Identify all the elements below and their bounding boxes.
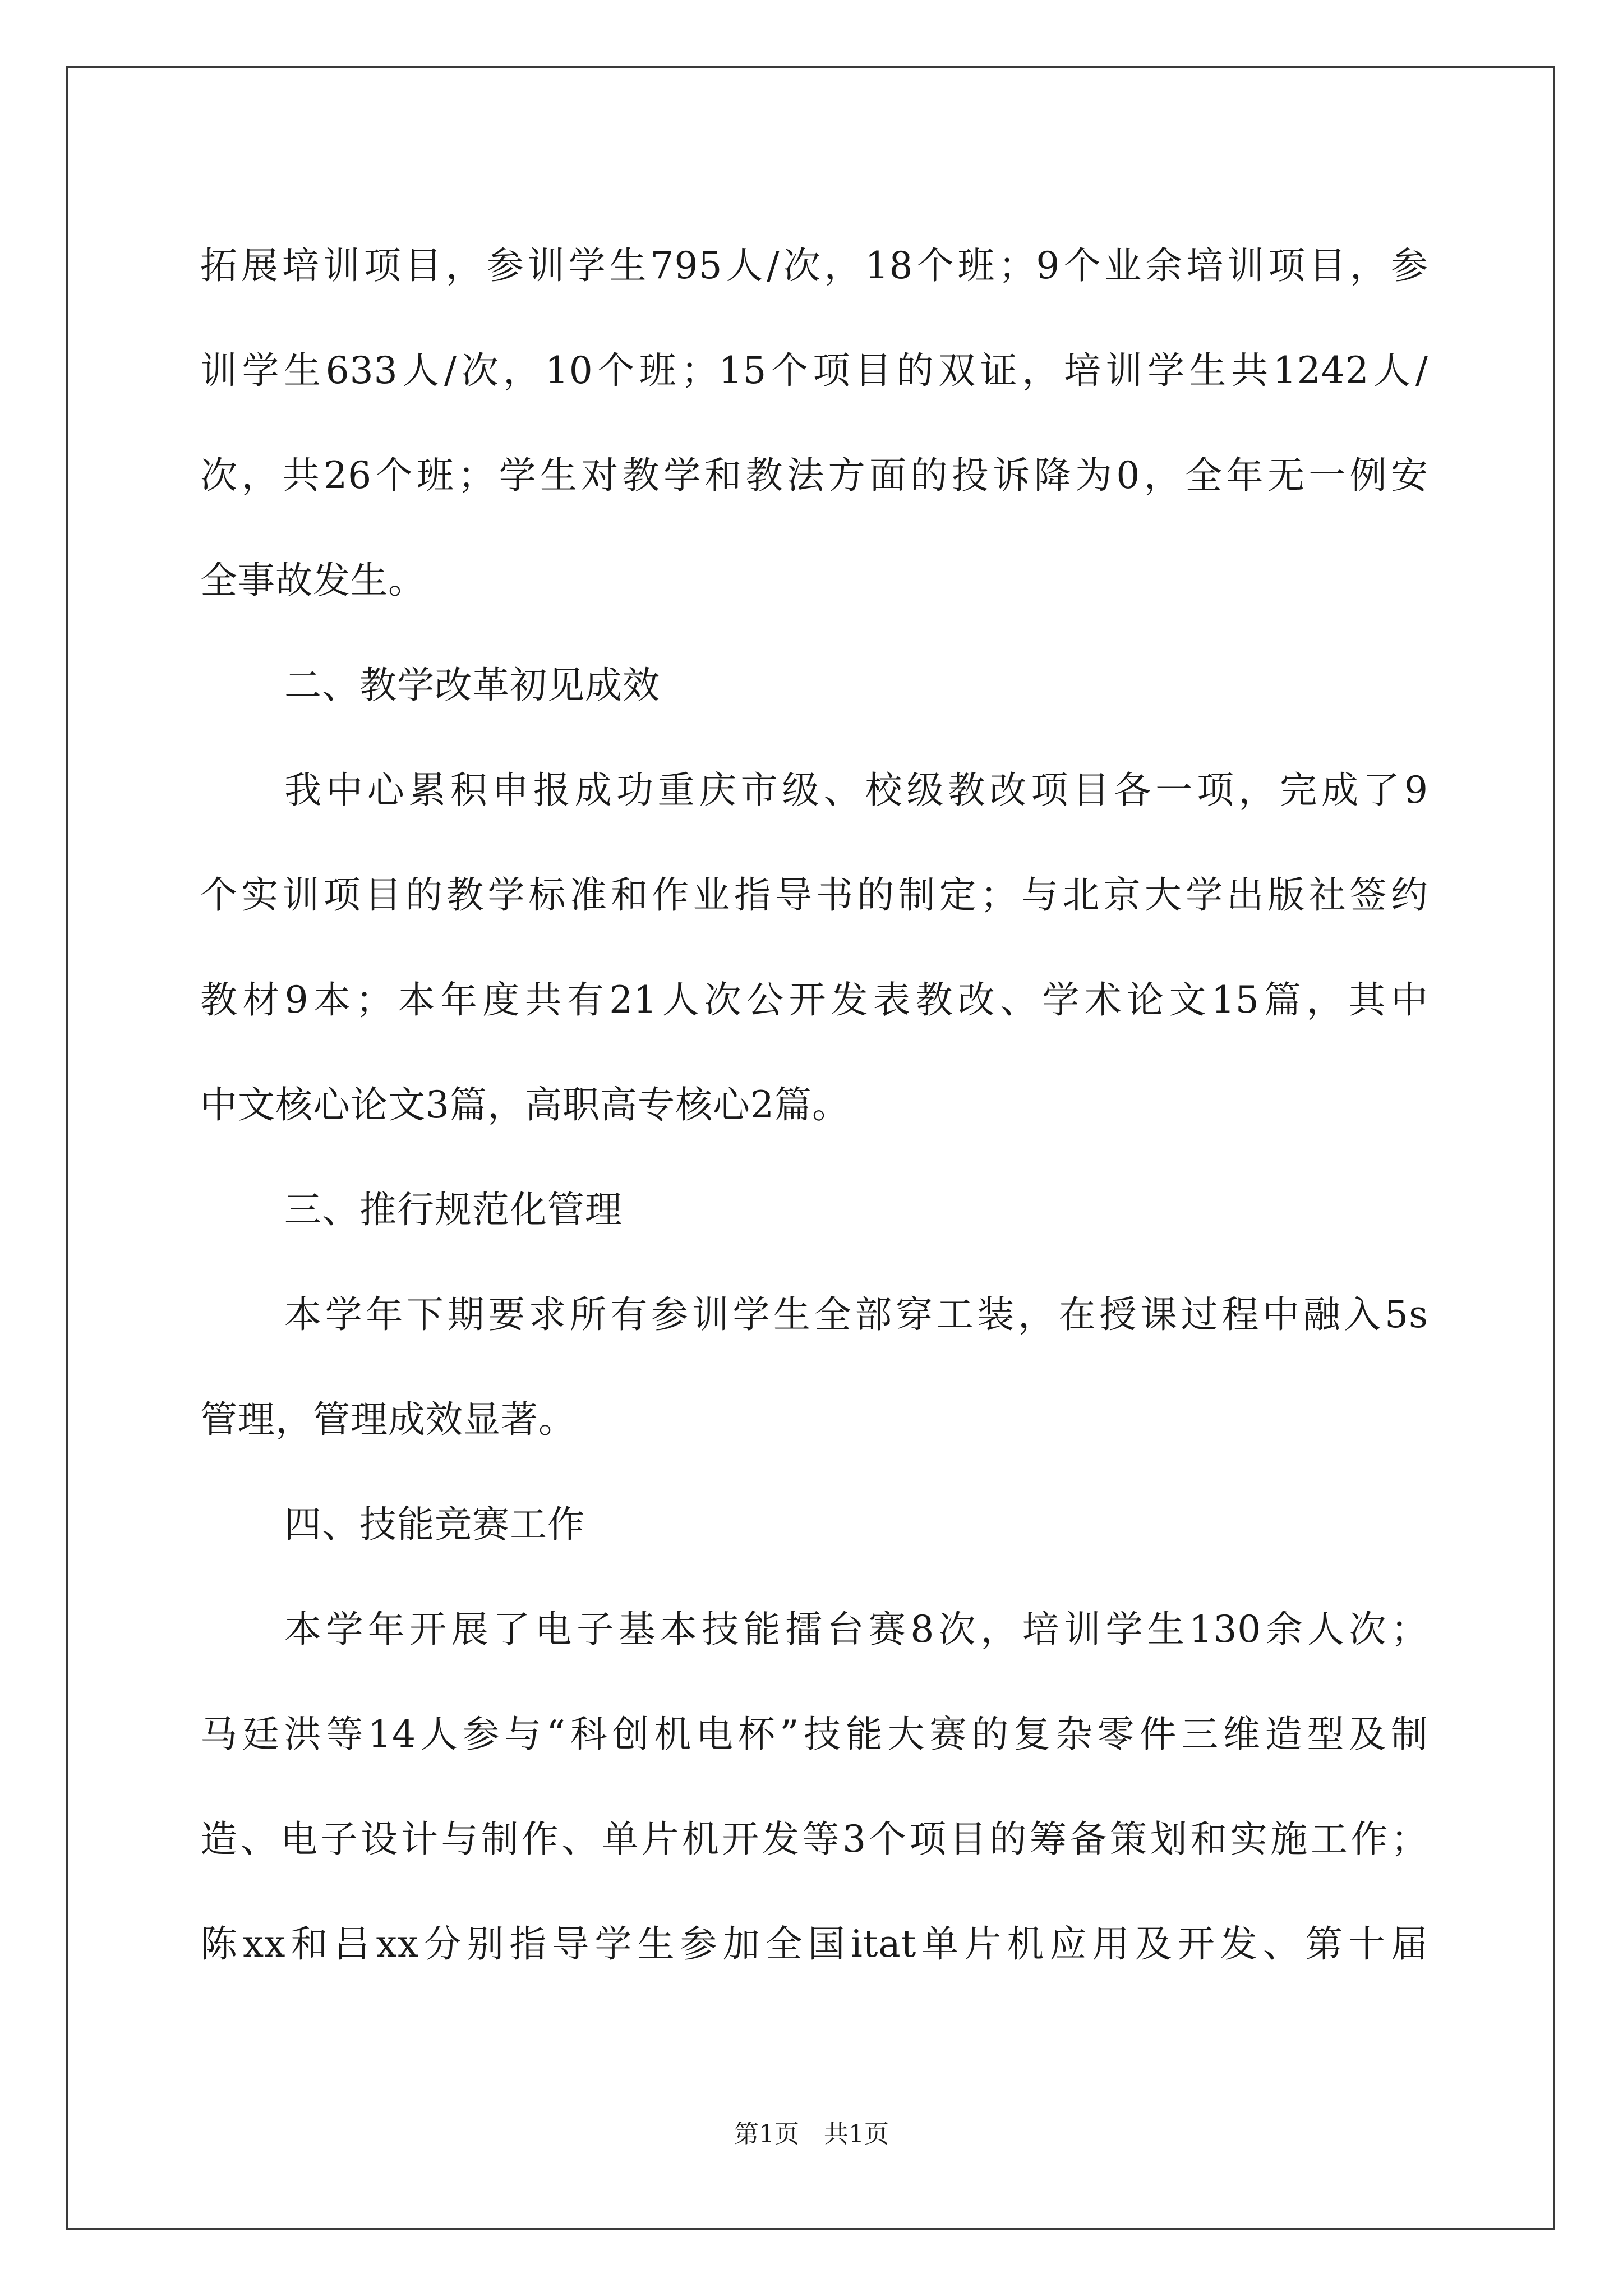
paragraph-line: 我中心累积申报成功重庆市级、校级教改项目各一项，完成了9 [284,769,1428,812]
paragraph-line: 拓展培训项目，参训学生795人/次，18个班；9个业余培训项目，参 [200,244,1428,287]
paragraph-line: 次，共26个班；学生对教学和教法方面的投诉降为0，全年无一例安 [200,454,1428,497]
section-heading: 三、推行规范化管理 [284,1188,623,1231]
paragraph-line: 本学年开展了电子基本技能擂台赛8次，培训学生130余人次； [284,1608,1428,1651]
paragraph-line: 造、电子设计与制作、单片机开发等3个项目的筹备策划和实施工作； [200,1818,1428,1861]
paragraph-line: 管理，管理成效显著。 [200,1398,576,1441]
paragraph-line: 个实训项目的教学标准和作业指导书的制定；与北京大学出版社签约 [200,873,1428,917]
paragraph-line: 全事故发生。 [200,559,426,602]
paragraph-line: 中文核心论文3篇，高职高专核心2篇。 [200,1083,850,1126]
section-heading: 四、技能竞赛工作 [284,1503,585,1546]
paragraph-line: 教材9本；本年度共有21人次公开发表教改、学术论文15篇，其中 [200,978,1428,1022]
paragraph-line: 本学年下期要求所有参训学生全部穿工装，在授课过程中融入5s [284,1293,1428,1336]
section-heading: 二、教学改革初见成效 [284,664,660,707]
page-footer: 第1页 共1页 [734,2120,889,2148]
paragraph-line: 马廷洪等14人参与“科创机电杯”技能大赛的复杂零件三维造型及制 [200,1713,1428,1756]
paragraph-line: 训学生633人/次，10个班；15个项目的双证，培训学生共1242人/ [200,349,1428,392]
paragraph-line: 陈xx和吕xx分别指导学生参加全国itat单片机应用及开发、第十届 [200,1922,1428,1966]
document-body [200,213,1428,1996]
